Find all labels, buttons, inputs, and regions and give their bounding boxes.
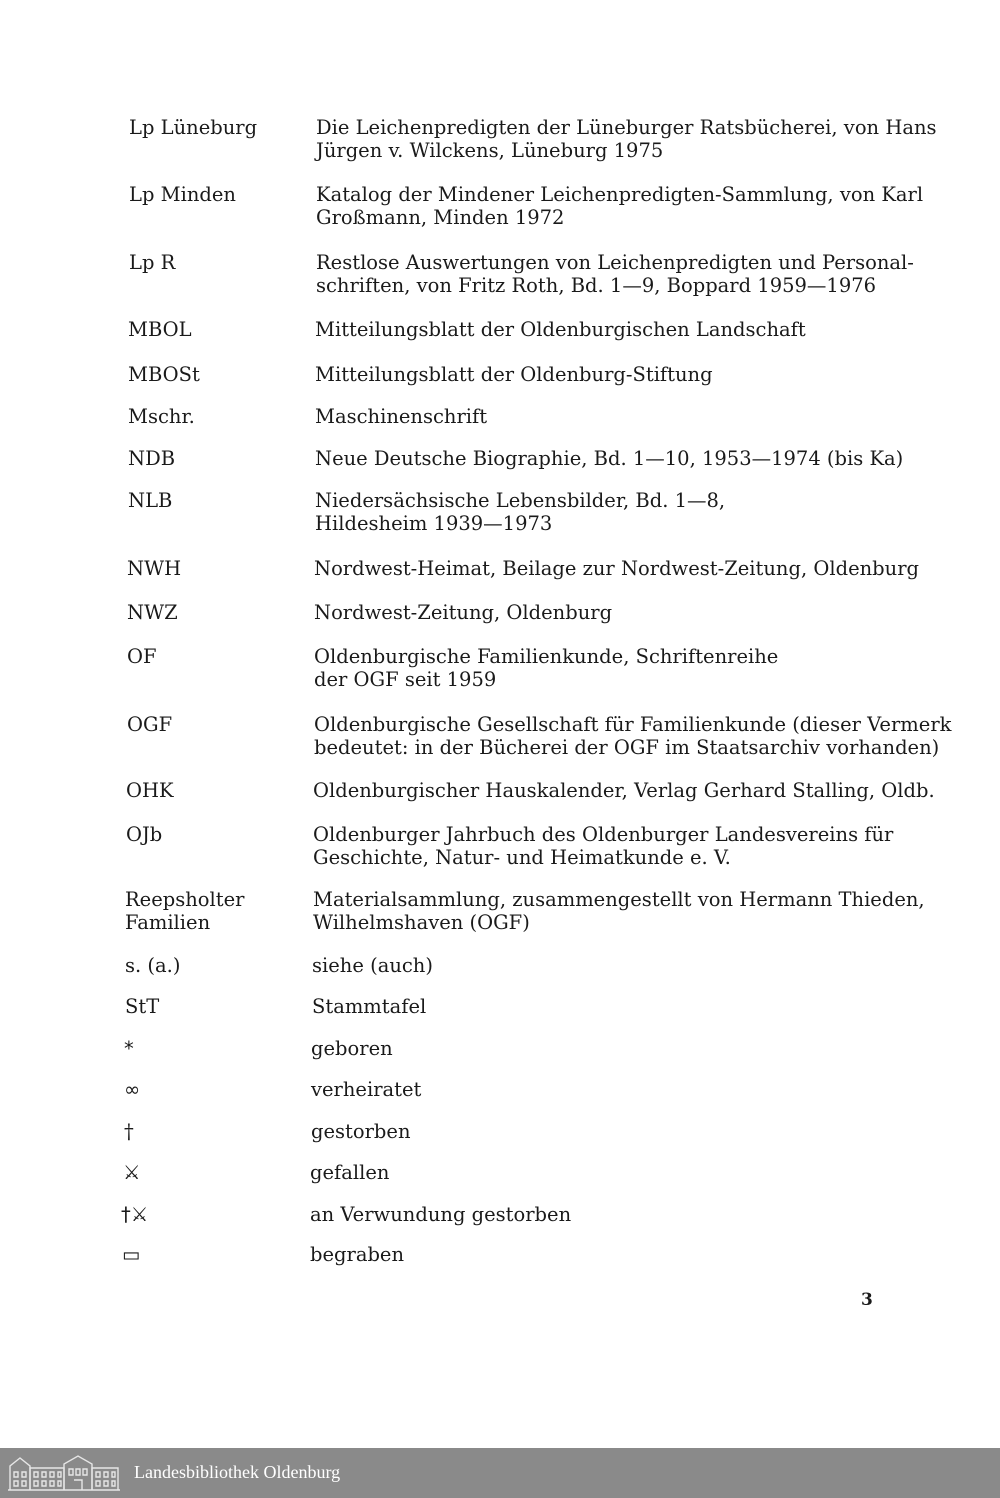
abbreviation: s. (a.) [125,954,181,977]
description-line: Nordwest-Heimat, Beilage zur Nordwest-Zeitung, Oldenburg [314,557,920,580]
abbreviation: NLB [128,489,173,512]
description-line: Materialsammlung, zusammengestellt von Hermann Thieden, [313,888,925,911]
crossed-swords-icon: ⚔ [123,1161,141,1184]
description-line: Maschinenschrift [315,405,488,428]
abbreviation: OF [127,645,157,668]
description-line: bedeutet: in der Bücherei der OGF im Staatsarchiv vorhanden) [314,736,940,759]
description [315,405,487,428]
description [313,779,935,802]
description-line: verheiratet [311,1078,422,1101]
abbreviation: MBOL [128,318,192,341]
library-building-icon [6,1454,122,1492]
description-line: Mitteilungsblatt der Oldenburg-Stiftung [315,363,713,386]
description [312,995,426,1018]
description [311,1037,393,1060]
description-line: Großmann, Minden 1972 [316,206,565,229]
description [314,557,919,580]
description [314,713,951,759]
abbreviation: OJb [126,823,163,846]
description-line: siehe (auch) [312,954,433,977]
description-line: geboren [311,1037,393,1060]
description-line: Oldenburgische Familienkunde, Schriftenreihe [314,645,779,668]
description [312,954,433,977]
abbreviation: NDB [128,447,176,470]
description [310,1161,389,1184]
description-line: Jürgen v. Wilckens, Lüneburg 1975 [316,139,664,162]
description-line: an Verwundung gestorben [310,1203,572,1226]
description-line: Nordwest-Zeitung, Oldenburg [314,601,613,624]
description [310,1243,404,1266]
abbreviation: NWH [127,557,182,580]
library-footer [0,1448,1000,1498]
description-line: Stammtafel [312,995,427,1018]
description-line: Mitteilungsblatt der Oldenburgischen Landschaft [315,318,806,341]
description-line: Neue Deutsche Biographie, Bd. 1—10, 1953—1974 (bis Ka) [315,447,904,470]
description-line: Oldenburgischer Hauskalender, Verlag Gerhard Stalling, Oldb. [313,779,935,802]
description [314,645,778,691]
description [315,318,806,341]
description-line: Wilhelmshaven (OGF) [313,911,530,934]
abbreviation: Reepsholter Familien [125,888,245,934]
description [311,1120,411,1143]
description [315,363,713,386]
description [314,601,612,624]
library-name: Landesbibliothek Oldenburg [134,1462,341,1482]
description [316,183,923,229]
abbreviation: MBOSt [128,363,200,386]
abbreviation: Lp R [129,251,176,274]
abbreviation: StT [125,995,160,1018]
description-line: Oldenburger Jahrbuch des Oldenburger Landesvereins für [313,823,894,846]
description [316,116,937,162]
description [311,1078,421,1101]
description-line: Die Leichenpredigten der Lüneburger Ratsbücherei, von Hans [316,116,937,139]
description [316,251,914,297]
description [310,1203,571,1226]
abbreviation: OHK [126,779,174,802]
description-line: schriften, von Fritz Roth, Bd. 1—9, Boppard 1959—1976 [316,274,877,297]
description [313,888,925,934]
abbreviation: OGF [127,713,173,736]
page-number: 3 [861,1290,873,1310]
description-line: Restlose Auswertungen von Leichenpredigten und Personal- [316,251,914,274]
description [315,489,725,535]
infinity-icon: ∞ [124,1078,141,1101]
abbreviation: Mschr. [128,405,195,428]
dagger-icon: † [124,1120,134,1143]
description-line: gestorben [311,1120,411,1143]
description [315,447,903,470]
abbreviation: Lp Lüneburg [129,116,258,139]
abbreviation: Lp Minden [129,183,236,206]
description [313,823,893,869]
abbreviation: NWZ [127,601,178,624]
grave-rectangle-icon: ▭ [122,1243,141,1266]
description-line: Oldenburgische Gesellschaft für Familienkunde (dieser Vermerk [314,713,952,736]
description-line: Hildesheim 1939—1973 [315,512,553,535]
description-line: gefallen [310,1161,390,1184]
description-line: Geschichte, Natur- und Heimatkunde e. V. [313,846,731,869]
description-line: Niedersächsische Lebensbilder, Bd. 1—8, [315,489,726,512]
description-line: der OGF seit 1959 [314,668,497,691]
description-line: Katalog der Mindener Leichenpredigten-Sammlung, von Karl [316,183,924,206]
description-line: begraben [310,1243,405,1266]
born-asterisk-icon: * [124,1037,134,1060]
dagger-swords-icon: †⚔ [121,1203,149,1226]
